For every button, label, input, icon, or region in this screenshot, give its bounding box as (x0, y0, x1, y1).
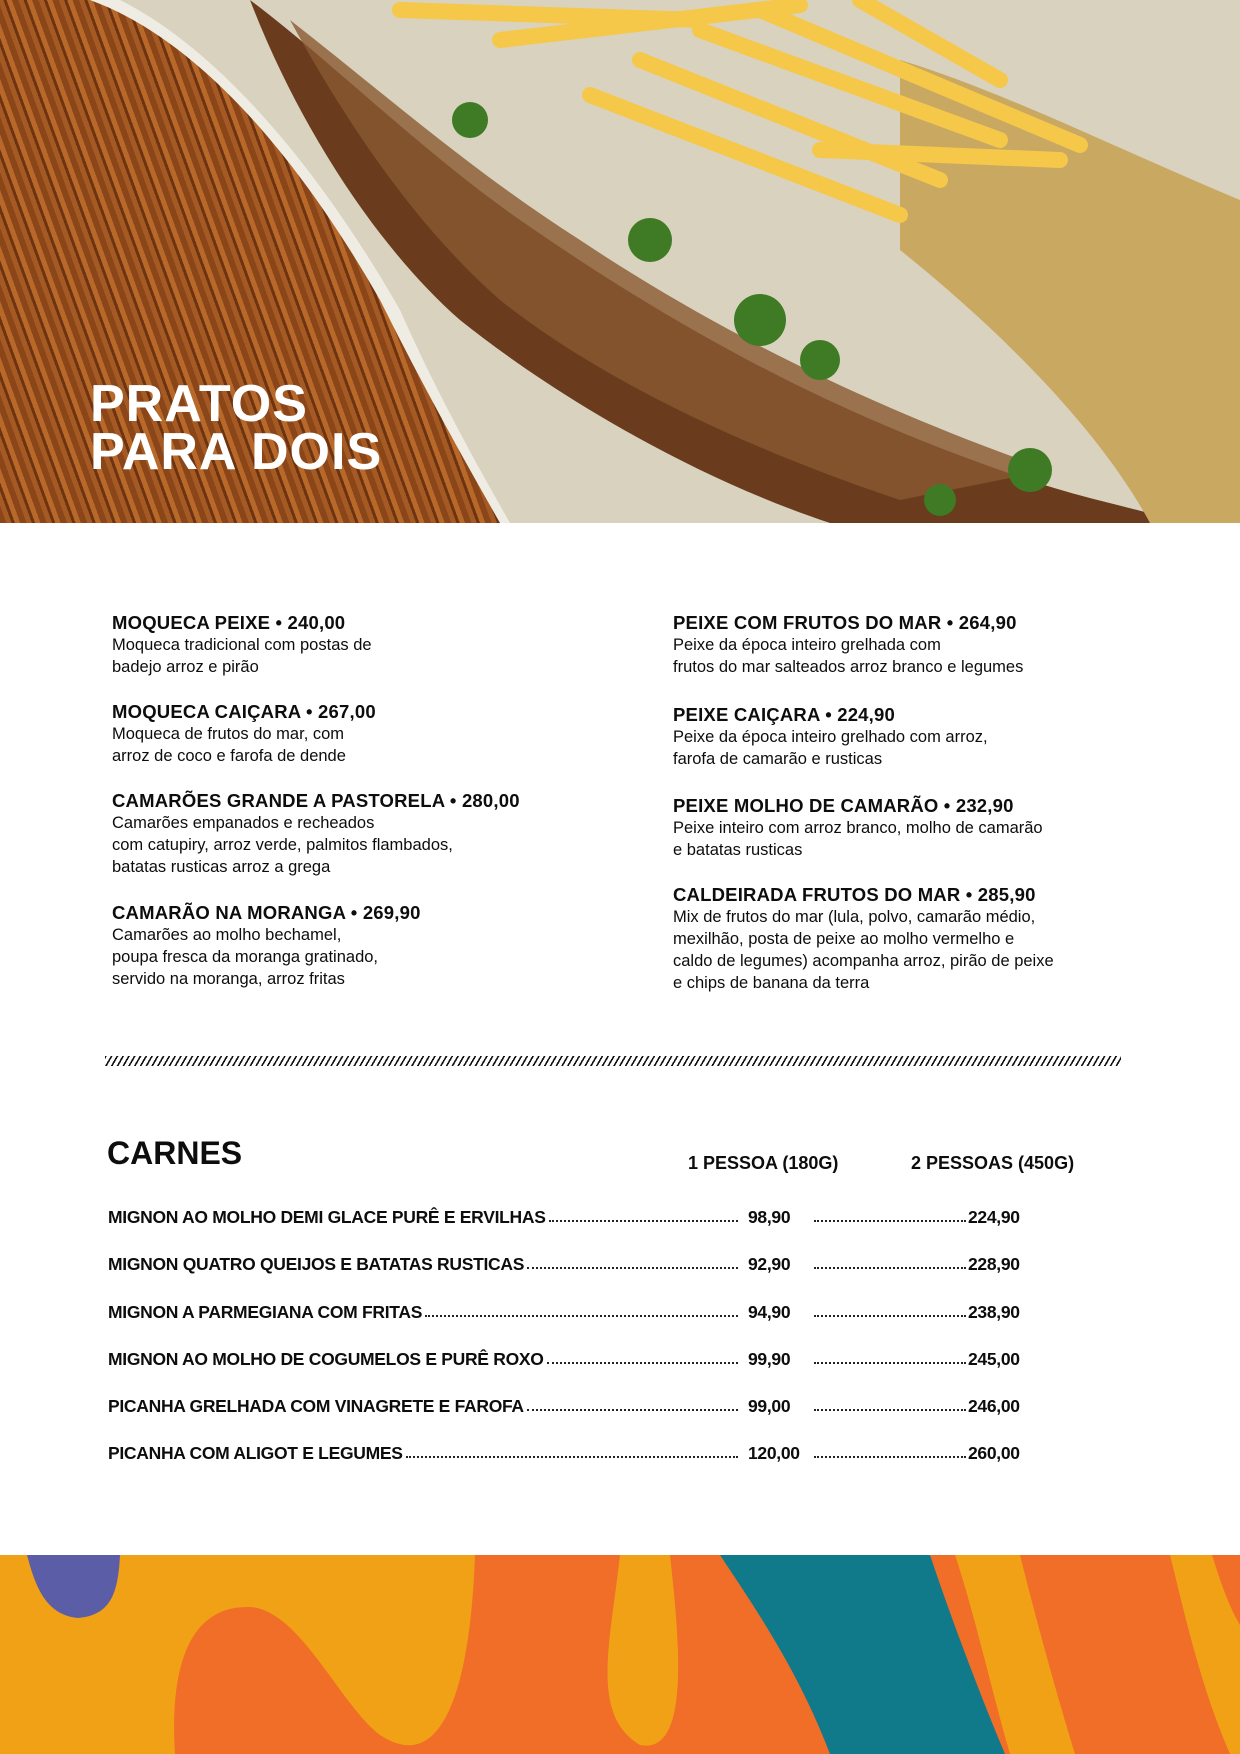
dotted-leader (425, 1315, 738, 1317)
dish-name: MIGNON AO MOLHO DE COGUMELOS E PURÊ ROXO (108, 1349, 544, 1369)
dotted-leader (527, 1267, 738, 1269)
title-line-2: PARA DOIS (90, 423, 383, 481)
item-title: MOQUECA PEIXE • 240,00 (112, 612, 346, 633)
menu-item (112, 790, 520, 878)
section-title-carnes: CARNES (107, 1135, 243, 1171)
title-line-1: PRATOS (90, 375, 308, 433)
item-description: Peixe da época inteiro grelhada com frutos do mar salteados arroz branco e legumes (673, 636, 1024, 676)
dotted-leader (527, 1409, 738, 1411)
price-2-pessoas: 260,00 (968, 1443, 1020, 1463)
menu-item (673, 884, 1054, 994)
carnes-row (108, 1346, 1048, 1370)
dotted-leader (814, 1456, 966, 1458)
carnes-row (108, 1251, 1048, 1275)
carnes-row (108, 1393, 1048, 1417)
item-description: Mix de frutos do mar (lula, polvo, camarão médio, mexilhão, posta de peixe ao molho vermelho e caldo de legumes) acompanha arroz, pirão de peixe e chips de banana da terra (673, 908, 1054, 992)
dish-name: MIGNON A PARMEGIANA COM FRITAS (108, 1302, 423, 1322)
item-title: MOQUECA CAIÇARA • 267,00 (112, 701, 376, 722)
item-title: PEIXE MOLHO DE CAMARÃO • 232,90 (673, 795, 1014, 816)
dish-name: MIGNON QUATRO QUEIJOS E BATATAS RUSTICAS (108, 1254, 525, 1274)
menu-item (673, 704, 988, 770)
price-1-pessoa: 120,00 (748, 1443, 800, 1463)
dish-name: PICANHA GRELHADA COM VINAGRETE E FAROFA (108, 1396, 524, 1416)
price-1-pessoa: 98,90 (748, 1207, 791, 1227)
dish-name: PICANHA COM ALIGOT E LEGUMES (108, 1443, 403, 1463)
carnes-row (108, 1204, 1048, 1228)
item-description: Peixe inteiro com arroz branco, molho de camarão e batatas rusticas (673, 819, 1043, 859)
price-1-pessoa: 94,90 (748, 1302, 791, 1322)
price-1-pessoa: 99,00 (748, 1396, 791, 1416)
column-header-1-pessoa: 1 PESSOA (180G) (688, 1153, 839, 1173)
decorative-wave-band (0, 1555, 1240, 1754)
price-2-pessoas: 224,90 (968, 1207, 1020, 1227)
menu-item (673, 612, 1023, 678)
item-description: Camarões ao molho bechamel, poupa fresca da moranga gratinado, servido na moranga, arroz fritas (112, 926, 379, 988)
price-1-pessoa: 92,90 (748, 1254, 791, 1274)
item-title: CAMARÕES GRANDE A PASTORELA • 280,00 (112, 790, 520, 811)
item-description: Peixe da época inteiro grelhado com arroz, farofa de camarão e rusticas (673, 728, 988, 768)
dotted-leader (814, 1362, 966, 1364)
item-description: Camarões empanados e recheados com catupiry, arroz verde, palmitos flambados, batatas rusticas arroz a grega (112, 814, 453, 876)
price-2-pessoas: 246,00 (968, 1396, 1020, 1416)
dotted-leader (814, 1409, 966, 1411)
price-2-pessoas: 238,90 (968, 1302, 1020, 1322)
dotted-leader (547, 1362, 738, 1364)
menu-item (673, 795, 1043, 861)
price-1-pessoa: 99,90 (748, 1349, 791, 1369)
dotted-leader (549, 1220, 738, 1222)
zigzag-divider (105, 1056, 1121, 1066)
menu-item (112, 701, 376, 767)
carnes-row (108, 1440, 1048, 1464)
dotted-leader (814, 1267, 966, 1269)
column-header-2-pessoas: 2 PESSOAS (450G) (911, 1153, 1075, 1173)
item-description: Moqueca de frutos do mar, com arroz de coco e farofa de dende (112, 725, 346, 765)
dish-name: MIGNON AO MOLHO DEMI GLACE PURÊ E ERVILHAS (108, 1207, 546, 1227)
dotted-leader (814, 1220, 966, 1222)
dotted-leader (814, 1315, 966, 1317)
item-title: CAMARÃO NA MORANGA • 269,90 (112, 902, 421, 923)
dotted-leader (406, 1456, 738, 1458)
item-title: PEIXE COM FRUTOS DO MAR • 264,90 (673, 612, 1017, 633)
item-title: PEIXE CAIÇARA • 224,90 (673, 704, 895, 725)
price-2-pessoas: 245,00 (968, 1349, 1020, 1369)
page-title (90, 375, 383, 481)
item-title: CALDEIRADA FRUTOS DO MAR • 285,90 (673, 884, 1036, 905)
carnes-row (108, 1299, 1048, 1323)
price-2-pessoas: 228,90 (968, 1254, 1020, 1274)
item-description: Moqueca tradicional com postas de badejo arroz e pirão (112, 636, 372, 676)
menu-item (112, 612, 372, 678)
menu-item (112, 902, 421, 990)
hero-photo (0, 0, 1240, 523)
